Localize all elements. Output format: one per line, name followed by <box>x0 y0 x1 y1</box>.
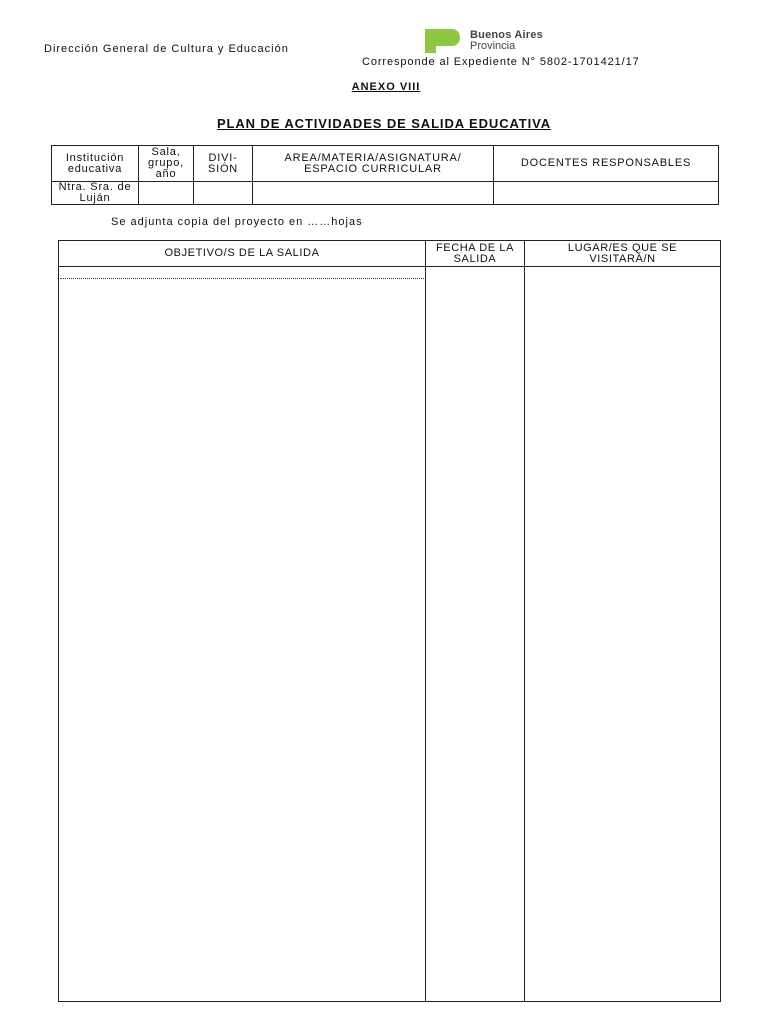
header-division-line2: SIÓN <box>207 162 239 175</box>
logo-text-provincia: Provincia <box>470 40 516 52</box>
header-lugares-line1: LUGAR/ES QUE SE <box>567 241 678 254</box>
header-sala-line1: Sala, <box>151 146 181 158</box>
cell-division[interactable] <box>194 182 253 205</box>
header-sala-line2: grupo, <box>148 157 184 169</box>
buenos-aires-logo-icon <box>422 28 464 54</box>
course-info-table <box>51 145 719 205</box>
header-institucion <box>52 146 139 182</box>
dotted-entry-line <box>60 278 424 279</box>
objetivos-field[interactable] <box>59 267 426 1002</box>
cell-area[interactable] <box>253 182 494 205</box>
header-area-line2: ESPACIO CURRICULAR <box>304 162 442 175</box>
header-division <box>194 146 253 182</box>
expediente-number: Corresponde al Expediente N° 5802-1701421/17 <box>362 56 640 68</box>
header-division-line1: DIVI- <box>208 151 238 164</box>
header-lugares-line2: VISITARÁ/N <box>589 252 656 265</box>
header-area-line1: AREA/MATERIA/ASIGNATURA/ <box>284 151 462 164</box>
header-sala <box>139 146 194 182</box>
cell-institucion-line2: Luján <box>79 192 111 204</box>
plan-title: PLAN DE ACTIVIDADES DE SALIDA EDUCATIVA <box>216 116 552 131</box>
header-institucion-line2: educativa <box>67 162 123 175</box>
objectives-body-row <box>59 267 721 1002</box>
objectives-table <box>58 240 721 1002</box>
lugares-field[interactable] <box>525 267 721 1002</box>
organization-name: Dirección General de Cultura y Educación <box>44 43 289 55</box>
header-sala-line3: año <box>155 168 177 180</box>
cell-institucion-line1: Ntra. Sra. de <box>58 181 132 193</box>
header-area <box>253 146 494 182</box>
header-institucion-line1: Institución <box>65 151 125 164</box>
course-info-header-row <box>52 146 719 182</box>
fecha-field[interactable] <box>426 267 525 1002</box>
buenos-aires-logo <box>422 28 572 56</box>
header-lugares <box>525 241 721 267</box>
header-objetivos: OBJETIVO/S DE LA SALIDA <box>59 241 426 267</box>
header-fecha-line1: FECHA DE LA <box>435 241 515 254</box>
annex-title: ANEXO VIII <box>351 81 421 93</box>
cell-institucion[interactable] <box>52 182 139 205</box>
cell-sala[interactable] <box>139 182 194 205</box>
header-docentes: DOCENTES RESPONSABLES <box>494 146 719 182</box>
cell-docentes[interactable] <box>494 182 719 205</box>
table-row <box>52 182 719 205</box>
objectives-header-row <box>59 241 721 267</box>
logo-text-buenos-aires: Buenos Aires <box>470 29 543 41</box>
header-fecha <box>426 241 525 267</box>
header-fecha-line2: SALIDA <box>453 252 497 265</box>
attachment-note: Se adjunta copia del proyecto en ……hojas <box>111 216 363 228</box>
